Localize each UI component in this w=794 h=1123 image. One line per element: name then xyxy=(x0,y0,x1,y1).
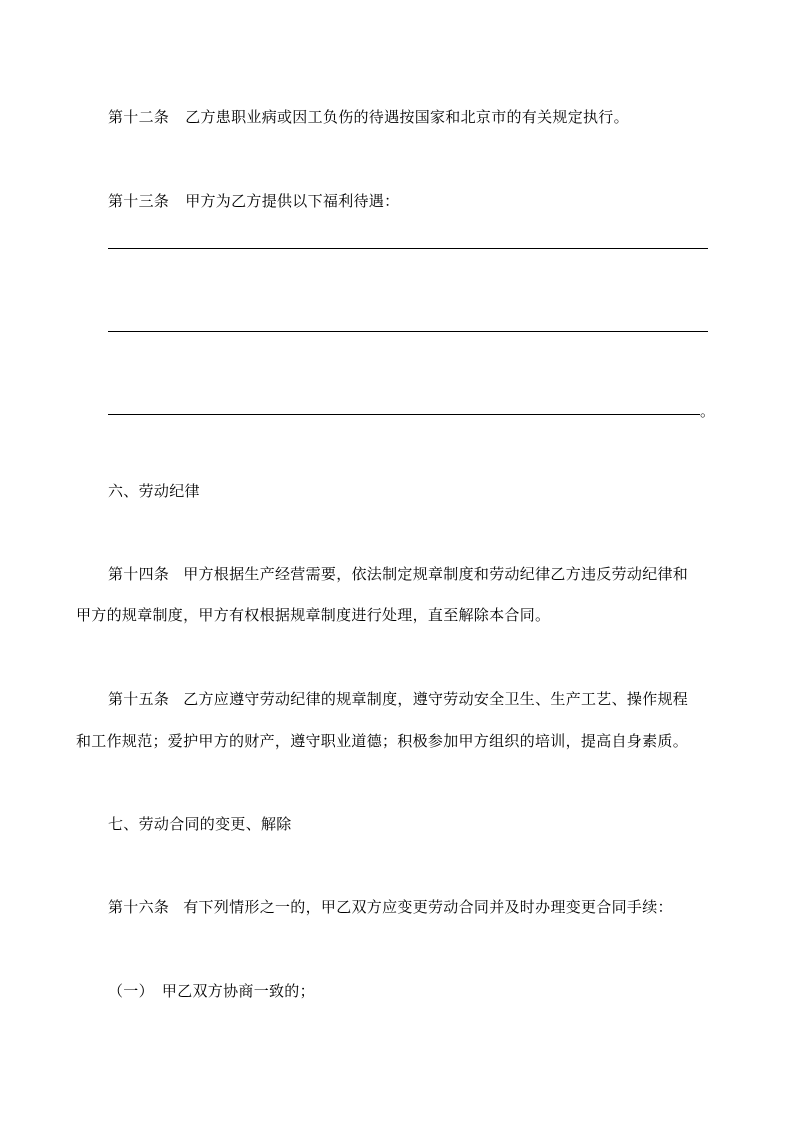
blank-end-period: 。 xyxy=(700,402,716,420)
article-15-text: 乙方应遵守劳动纪律的规章制度，遵守劳动安全卫生、生产工艺、操作规程 xyxy=(183,690,689,708)
article-16 xyxy=(108,897,673,917)
section-7-heading: 七、劳动合同的变更、解除 xyxy=(108,815,292,833)
article-14-number: 第十四条 xyxy=(108,565,170,583)
article-12-text: 乙方患职业病或因工负伤的待遇按国家和北京市的有关规定执行。 xyxy=(185,108,629,126)
article-15 xyxy=(108,689,688,709)
article-14 xyxy=(108,564,688,584)
blank-line-3 xyxy=(108,414,700,415)
blank-line-1 xyxy=(108,248,708,249)
article-16-text: 有下列情形之一的，甲乙双方应变更劳动合同并及时办理变更合同手续： xyxy=(183,898,673,916)
article-14-continuation: 甲方的规章制度，甲方有权根据规章制度进行处理，直至解除本合同。 xyxy=(76,606,551,624)
article-14-text: 甲方根据生产经营需要，依法制定规章制度和劳动纪律乙方违反劳动纪律和 xyxy=(183,565,689,583)
article-12 xyxy=(108,107,629,127)
list-item-1-text: 甲乙双方协商一致的； xyxy=(161,982,315,1000)
article-15-continuation: 和工作规范；爱护甲方的财产，遵守职业道德；积极参加甲方组织的培训，提高自身素质。 xyxy=(76,732,689,750)
article-13-number: 第十三条 xyxy=(108,192,170,210)
list-item-1-number: （一） xyxy=(108,982,154,1000)
article-13 xyxy=(108,191,399,211)
article-16-number: 第十六条 xyxy=(108,898,170,916)
article-13-text: 甲方为乙方提供以下福利待遇： xyxy=(185,192,400,210)
article-15-number: 第十五条 xyxy=(108,690,170,708)
blank-line-2 xyxy=(108,331,708,332)
list-item-1 xyxy=(108,981,315,1001)
article-12-number: 第十二条 xyxy=(108,108,170,126)
section-6-heading: 六、劳动纪律 xyxy=(108,482,200,500)
